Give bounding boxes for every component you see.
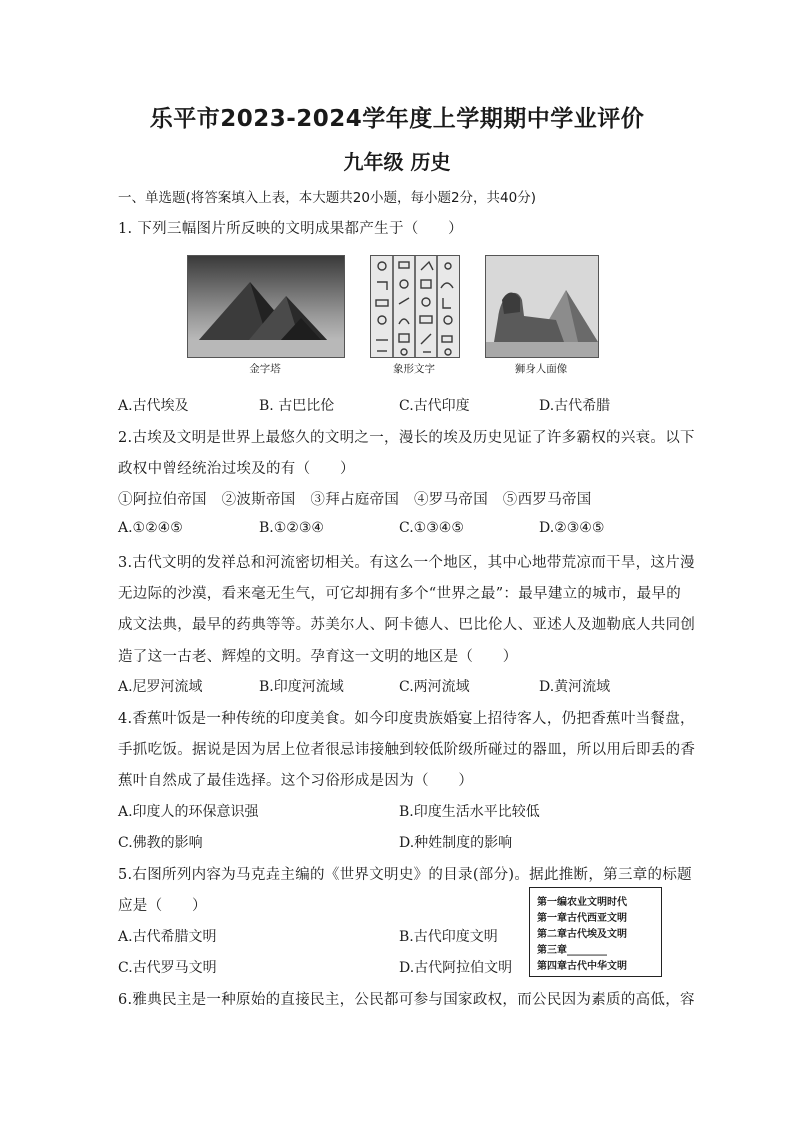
q4-option-b: B.印度生活水平比较低 <box>399 804 540 820</box>
q5-option-c: C.古代罗马文明 <box>118 960 217 976</box>
q5-option-d: D.古代阿拉伯文明 <box>399 960 513 976</box>
q5-option-b: B.古代印度文明 <box>399 929 498 945</box>
toc-box <box>529 887 662 977</box>
toc-line-4: 第三章________ <box>537 945 607 956</box>
pyramid-photo <box>187 255 345 358</box>
section-heading: 一、单选题(将答案填入上表，本大题共20小题，每小题2分，共40分) <box>118 190 536 206</box>
q2-line-2: 政权中曾经统治过埃及的有（ ） <box>118 461 355 477</box>
toc-line-5: 第四章古代中华文明 <box>537 961 627 972</box>
q1-option-b: B. 古巴比伦 <box>259 398 335 414</box>
q1-option-c: C.古代印度 <box>399 398 470 414</box>
q6-line-1: 6.雅典民主是一种原始的直接民主，公民都可参与国家政权，而公民因为素质的高低，容 <box>118 992 695 1008</box>
toc-line-2: 第一章古代西亚文明 <box>537 913 627 924</box>
q4-option-d: D.种姓制度的影响 <box>399 835 513 851</box>
q3-option-b: B.印度河流域 <box>259 679 344 695</box>
q1-option-a: A.古代埃及 <box>118 398 189 414</box>
exam-subtitle: 九年级 历史 <box>343 150 451 174</box>
q2-option-a: A.①②④⑤ <box>118 520 183 536</box>
q5-line-2: 应是（ ） <box>118 898 207 914</box>
q1-stem: 1. 下列三幅图片所反映的文明成果都产生于（ ） <box>118 221 463 237</box>
q3-line-3: 成文法典，最早的药典等等。苏美尔人、阿卡德人、巴比伦人、亚述人及迦勒底人共同创 <box>118 617 696 633</box>
hieroglyph-photo <box>370 255 460 358</box>
caption-sphinx: 狮身人面像 <box>514 363 568 375</box>
q2-line-1: 2.古埃及文明是世界上最悠久的文明之一，漫长的埃及历史见证了许多霸权的兴衰。以下 <box>118 430 695 446</box>
q4-option-a: A.印度人的环保意识强 <box>118 804 259 820</box>
q3-line-2: 无边际的沙漠，看来毫无生气，可它却拥有多个“世界之最”：最早建立的城市，最早的 <box>118 586 682 602</box>
toc-line-1: 第一编农业文明时代 <box>537 897 627 908</box>
q1-option-d: D.古代希腊 <box>539 398 611 414</box>
q2-option-b: B.①②③④ <box>259 520 324 536</box>
q3-option-c: C.两河流域 <box>399 679 470 695</box>
caption-hieroglyph: 象形文字 <box>393 363 435 375</box>
sphinx-photo <box>485 255 599 358</box>
toc-line-3: 第二章古代埃及文明 <box>537 929 627 940</box>
q4-option-c: C.佛教的影响 <box>118 835 203 851</box>
exam-title: 乐平市2023-2024学年度上学期期中学业评价 <box>149 106 645 132</box>
q5-option-a: A.古代希腊文明 <box>118 929 217 945</box>
q2-option-c: C.①③④⑤ <box>399 520 464 536</box>
caption-pyramid: 金字塔 <box>249 363 281 375</box>
q5-line-1: 5.右图所列内容为马克垚主编的《世界文明史》的目录(部分)。据此推断，第三章的标题 <box>118 867 692 883</box>
q3-option-a: A.尼罗河流域 <box>118 679 203 695</box>
q4-line-2: 手抓吃饭。据说是因为居上位者很忌讳接触到较低阶级所碰过的器皿，所以用后即丢的香 <box>118 742 696 758</box>
q4-line-3: 蕉叶自然成了最佳选择。这个习俗形成是因为（ ） <box>118 773 474 789</box>
q2-option-d: D.②③④⑤ <box>539 520 605 536</box>
q2-items: ①阿拉伯帝国 ②波斯帝国 ③拜占庭帝国 ④罗马帝国 ⑤西罗马帝国 <box>118 492 592 508</box>
q3-line-4: 造了这一古老、辉煌的文明。孕育这一文明的地区是（ ） <box>118 649 518 665</box>
q3-option-d: D.黄河流域 <box>539 679 611 695</box>
q3-line-1: 3.古代文明的发祥总和河流密切相关。有这么一个地区，其中心地带荒凉而干旱，这片漫 <box>118 555 695 571</box>
q4-line-1: 4.香蕉叶饭是一种传统的印度美食。如今印度贵族婚宴上招待客人，仍把香蕉叶当餐盘， <box>118 711 695 727</box>
